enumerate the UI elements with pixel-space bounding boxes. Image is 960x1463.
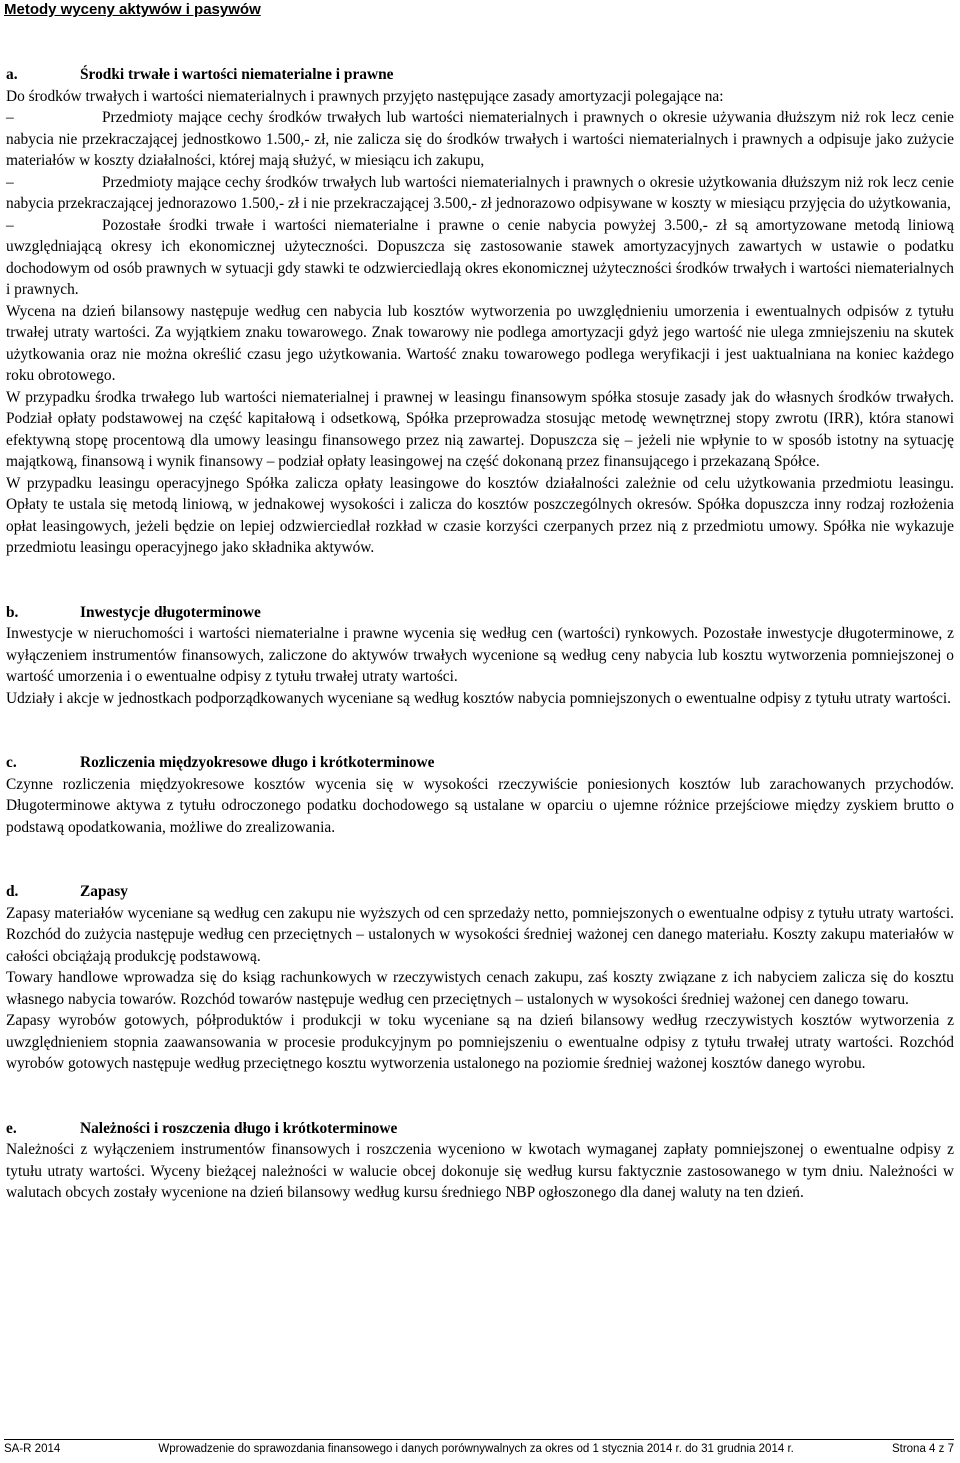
footer-company: SA-R 2014: [4, 1443, 61, 1455]
paragraph: Zapasy wyrobów gotowych, półproduktów i produkcji w toku wyceniane są na dzień bilansowy według rzeczywistych kosztów wytworzenia z uwzględnieniem stopnia zaawansowania w procesie produkcyjnym po pomniejszeniu o ewentualne odpisy z tytułu trwałej utraty wartości. Rozchód wyrobów gotowych następuje według przeciętnego kosztu wytworzenia ustalonego na poziomie średniej ważonej kosztów danego wyrobu.: [6, 1012, 954, 1072]
paragraph: Towary handlowe wprowadza się do ksiąg rachunkowych w rzeczywistych cenach zakupu, zaś koszty związane z ich nabyciem zalicza się do kosztu własnego nabycia towarów. Rozchód towarów następuje według cen przeciętnych – ustalonych w wysokości średniej ważonej cen danego towaru.: [6, 969, 954, 1008]
list-item: [6, 107, 954, 172]
section-letter: e.: [6, 1119, 17, 1137]
dash-bullet: –: [6, 109, 14, 126]
page-title: Metody wyceny aktywów i pasywów: [4, 1, 261, 18]
paragraph: Zapasy materiałów wyceniane są według cen zakupu nie wyższych od cen sprzedaży netto, pomniejszonych o ewentualne odpisy z tytułu utraty wartości. Rozchód do zużycia następuje według cen przeciętnych – ustalonych w wysokości średniej ważonej cen danego materiału. Koszty zakupu materiałów w całości obciążają produkcję podstawową.: [6, 904, 954, 965]
list-item-text: Pozostałe środki trwałe i wartości niematerialne i prawne o cenie nabycia powyżej 3.500,- zł są amortyzowane metodą liniową uwzględniającą okresy ich ekonomicznej użyteczności. Dopuszcza się zastosowanie stawek amortyzacyjnych zawartych w ustawie o podatku dochodowym od osób prawnych w sytuacji gdy stawki te odzwierciedlają okres ekonomicznej użyteczności środków trwałych i wartości niematerialnych i prawnych.: [6, 216, 954, 298]
paragraph: Należności z wyłączeniem instrumentów finansowych i roszczenia wyceniono w kwotach wymaganej zapłaty pomniejszonej o ewentualne odpisy z tytułu utraty wartości. Wyceny bieżącej należności w walucie obcej dokonuje się według kursu faktycznie zastosowanego w tym dniu. Należności w walutach obcych zostały wycenione na dzień bilansowy według kursu średniego NBP ogłoszonego dla danej waluty na ten dzień.: [6, 1141, 954, 1201]
section-title: Środki trwałe i wartości niematerialne i prawne: [80, 66, 394, 83]
section-letter: d.: [6, 883, 19, 900]
section-title: Zapasy: [80, 883, 128, 900]
paragraph: Do środków trwałych i wartości niematerialnych i prawnych przyjęto następujące zasady amortyzacji polegające na:: [6, 87, 724, 105]
paragraph: Wycena na dzień bilansowy następuje według cen nabycia lub kosztów wytworzenia po uwzględnieniu umorzenia i ewentualnych odpisów z tytułu trwałej utraty wartości. Za wyjątkiem znaku towarowego. Znak towarowy nie podlega amortyzacji gdyż jego wartość nie ulega zmniejszeniu na skutek użytkowania oraz nie można określić czasu jego użytkowania. Wartość znaku towarowego podlega weryfikacji i jest uaktualniana na koniec każdego roku obrotowego.: [6, 302, 954, 384]
page-footer: [4, 1439, 954, 1455]
section-a-heading: [6, 64, 954, 86]
list-item-text: Przedmioty mające cechy środków trwałych lub wartości niematerialnych i prawnych o okresie używania dłuższym niż rok lecz cenie nabycia nie przekraczającej jednostkowo 1.500,- zł, nie zalicza się do środków trwałych i wartości niematerialnych i prawnych a odpisuje jako zużycie materiałów w koszty działalności, której mają służyć, w miesiącu ich zakupu,: [6, 109, 954, 169]
section-e-heading: [6, 1118, 954, 1140]
section-title: Inwestycje długoterminowe: [80, 603, 261, 621]
paragraph: W przypadku środka trwałego lub wartości niematerialnej i prawnej w leasingu finansowym spółka stosuje zasady jak do własnych środków trwałych. Podział opłaty podstawowej na część kapitałową i odsetkową, Spółka przeprowadza stosując metodę wewnętrznej stopy zwrotu (IRR), która stanowi efektywną stopę procentową dla umowy leasingu finansowego przez nią zawartej. Dopuszcza się – jeżeli nie wpłynie to w sposób istotny na sytuację majątkową, finansową i wynik finansowy – podział opłaty leasingowej na część dokonaną przez finansującego i przekazaną Spółce.: [6, 388, 954, 470]
section-letter: b.: [6, 603, 19, 621]
list-item-text: Przedmioty mające cechy środków trwałych lub wartości niematerialnych i prawnych o okresie użytkowania dłuższym niż rok lecz cenie nabycia przekraczającej jednorazowo 1.500,- zł i nie przekraczającej 3.500,- zł jednorazowo odpisywane w koszty w miesiącu przyjęcia do użytkowania,: [6, 173, 954, 212]
footer-description: Wprowadzenie do sprawozdania finansowego i danych porównywalnych za okres od 1 stycznia 2014 r. do 31 grudnia 2014 r.: [158, 1443, 794, 1455]
dash-bullet: –: [6, 173, 14, 191]
section-letter: a.: [6, 66, 18, 83]
dash-bullet: –: [6, 216, 14, 234]
section-b-heading: [6, 602, 954, 624]
section-letter: c.: [6, 754, 17, 771]
list-item: [6, 172, 954, 215]
paragraph: Inwestycje w nieruchomości i wartości niematerialne i prawne wycenia się według cen (wartości) rynkowych. Pozostałe inwestycje długoterminowe, z wyłączeniem instrumentów finansowych, zaliczone do aktywów trwałych wycenione są według ceny nabycia lub kosztu wytworzenia pomniejszonej o wartość umorzenia i o ewentualne odpisy z tytułu trwałej utraty wartości.: [6, 625, 954, 685]
list-item: [6, 215, 954, 301]
paragraph: Czynne rozliczenia międzyokresowe kosztów wycenia się w wysokości rzeczywiście poniesionych kosztów lub zarachowanych przychodów. Długoterminowe aktywa z tytułu odroczonego podatku dochodowego są ustalane w oparciu o ujemne różnice przejściowe między zyskiem brutto o podstawą opodatkowania, możliwe do zrealizowania.: [6, 775, 954, 836]
footer-page-number: Strona 4 z 7: [891, 1443, 954, 1455]
section-c-heading: [6, 752, 954, 774]
paragraph: W przypadku leasingu operacyjnego Spółka zalicza opłaty leasingowe do kosztów działalności zależnie od celu użytkowania przedmiotu leasingu. Opłaty te ustala się metodą liniową, w jednakowej wysokości i zalicza do kosztów poszczególnych okresów. Spółka dopuszcza inny rodzaj rozłożenia opłat leasingowych, jeżeli będzie on lepiej odzwierciedlał rozkład w czasie korzyści czerpanych przez nią z przedmiotu umowy. Spółka nie wykazuje przedmiotu leasingu operacyjnego jako składnika aktywów.: [6, 474, 954, 556]
section-title: Rozliczenia międzyokresowe długo i krótkoterminowe: [80, 754, 435, 771]
section-d-heading: [6, 881, 954, 903]
document-body: [6, 64, 954, 1204]
paragraph: Udziały i akcje w jednostkach podporządkowanych wyceniane są według kosztów nabycia pomniejszonych o ewentualne odpisy z tytułu utraty wartości.: [6, 689, 951, 707]
section-title: Należności i roszczenia długo i krótkoterminowe: [80, 1119, 398, 1137]
